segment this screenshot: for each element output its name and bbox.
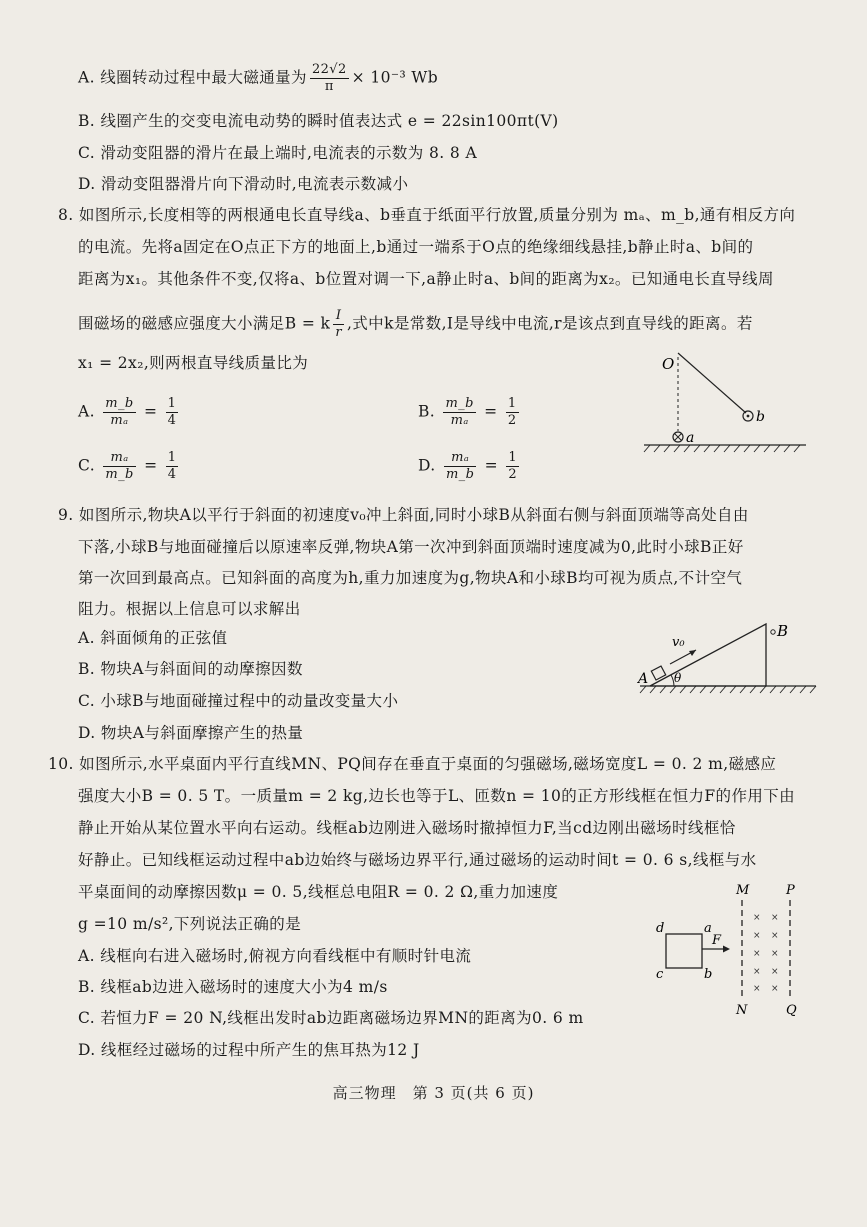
svg-text:×: × (753, 967, 761, 977)
q8-option-b: B. $\frac{m\_b}{\text{mₐ}}$ = $\frac{1}{2}$ (418, 396, 517, 428)
q7-option-a-fraction: $\frac{22√2}{\pi}$ (311, 62, 347, 94)
q9-option-c: C. 小球B与地面碰撞过程中的动量改变量大小 (78, 692, 399, 710)
svg-text:×: × (771, 949, 779, 959)
q10-label-a: a (704, 921, 712, 936)
q9-option-d: D. 物块A与斜面摩擦产生的热量 (78, 724, 304, 742)
q7-option-a: A. 线圈转动过程中最大磁通量为 $\frac{22√2}{\pi}$ × 10⁻³ Wb (78, 62, 439, 94)
q8-ground-hatch (644, 445, 800, 452)
q9-option-a: A. 斜面倾角的正弦值 (78, 629, 228, 647)
q10-stem-line-1: 10. 如图所示,水平桌面内平行直线MN、PQ间存在垂直于桌面的匀强磁场,磁场宽度L = 0. 2 m,磁感应 (48, 755, 777, 773)
q10-label-m: M (736, 883, 750, 898)
svg-text:×: × (771, 913, 779, 923)
q9-label-a: A (638, 671, 649, 687)
q8-stem-line-3: 距离为x₁。其他条件不变,仅将a、b位置对调一下,a静止时a、b间的距离为x₂。已知通电长直导线周 (78, 270, 774, 288)
q8-stem-line-5: x₁ = 2x₂,则两根直导线质量比为 (78, 354, 309, 372)
q7-option-d: D. 滑动变阻器滑片向下滑动时,电流表示数减小 (78, 175, 409, 193)
q10-stem-line-4: 好静止。已知线框运动过程中ab边始终与磁场边界平行,通过磁场的运动时间t = 0. 6 s,线框与水 (78, 851, 757, 869)
q9-label-theta: θ (674, 671, 682, 685)
q8-label-a: a (686, 430, 695, 446)
q8-label-b: b (756, 409, 765, 425)
q10-label-q: Q (786, 1003, 797, 1018)
q7-option-c: C. 滑动变阻器的滑片在最上端时,电流表的示数为 8. 8 A (78, 144, 478, 162)
q10-stem-line-3: 静止开始从某位置水平向右运动。线框ab边刚进入磁场时撤掉恒力F,当cd边刚出磁场时线框恰 (78, 819, 736, 837)
q9-stem-line-1: 9. 如图所示,物块A以平行于斜面的初速度v₀冲上斜面,同时小球B从斜面右侧与斜面顶端等高处自由 (58, 506, 749, 524)
svg-text:×: × (771, 931, 779, 941)
page-footer: 高三物理 第 3 页(共 6 页) (332, 1084, 535, 1102)
q10-option-a: A. 线框向右进入磁场时,俯视方向看线框中有顺时针电流 (78, 947, 472, 965)
q9-incline (650, 624, 766, 686)
svg-text:×: × (771, 967, 779, 977)
q10-field-crosses (753, 913, 779, 994)
q10-stem-line-6: g =10 m/s²,下列说法正确的是 (78, 915, 302, 933)
q10-option-d: D. 线框经过磁场的过程中所产生的焦耳热为12 J (78, 1041, 420, 1059)
q10-stem-line-2: 强度大小B = 0. 5 T。一质量m = 2 kg,边长也等于L、匝数n = 10的正方形线框在恒力F的作用下由 (78, 787, 796, 805)
q9-option-b: B. 物块A与斜面间的动摩擦因数 (78, 660, 303, 678)
q8-option-d: D. $\frac{\text{mₐ}}{m\_b}$ = $\frac{1}{2}$ (418, 450, 518, 482)
q9-stem-line-4: 阻力。根据以上信息可以求解出 (78, 600, 301, 618)
q10-label-f: F (712, 933, 722, 948)
q9-label-b: B (777, 622, 789, 640)
q10-stem-line-5: 平桌面间的动摩擦因数μ = 0. 5,线框总电阻R = 0. 2 Ω,重力加速度 (78, 883, 559, 901)
q10-option-c: C. 若恒力F = 20 N,线框出发时ab边距离磁场边界MN的距离为0. 6 m (78, 1009, 584, 1027)
q8-figure (640, 345, 810, 455)
q8-option-c: C. $\frac{\text{mₐ}}{m\_b}$ = $\frac{1}{4}$ (78, 450, 177, 482)
q10-figure (648, 878, 818, 1028)
q9-label-v0: v₀ (672, 635, 685, 650)
q8-formula-fraction: $\frac{I}{r}$ (335, 308, 342, 340)
q8-stem-line-1: 8. 如图所示,长度相等的两根通电长直导线a、b垂直于纸面平行放置,质量分别为 mₐ、m_b,通有相反方向 (58, 206, 796, 224)
q10-label-b: b (704, 967, 713, 982)
q8-option-a: A. $\frac{m\_b}{\text{mₐ}}$ = $\frac{1}{4}$ (78, 396, 177, 428)
q10-label-c: c (656, 967, 664, 982)
q10-coil-frame (666, 934, 702, 968)
q9-block-a (651, 666, 665, 680)
q8-stem-line-2: 的电流。先将a固定在O点正下方的地面上,b通过一端系于O点的绝缘细线悬挂,b静止时a、b间的 (78, 238, 754, 256)
q9-stem-line-3: 第一次回到最高点。已知斜面的高度为h,重力加速度为g,物块A和小球B均可视为质点,不计空气 (78, 569, 743, 587)
svg-text:×: × (753, 984, 761, 994)
svg-text:×: × (771, 984, 779, 994)
q9-figure (630, 618, 820, 698)
q10-label-n: N (736, 1003, 748, 1018)
q8-thread (678, 353, 746, 413)
q7-option-a-text: A. 线圈转动过程中最大磁通量为 (78, 68, 307, 87)
q10-label-d: d (656, 921, 665, 936)
q10-option-b: B. 线框ab边进入磁场时的速度大小为4 m/s (78, 978, 388, 996)
svg-text:×: × (753, 913, 761, 923)
q9-ball-b (771, 630, 775, 634)
q9-ground-hatch (640, 686, 816, 693)
q7-option-b: B. 线圈产生的交变电流电动势的瞬时值表达式 e = 22sin100πt(V) (78, 112, 559, 130)
svg-text:×: × (753, 931, 761, 941)
q8-stem-line-4: 围磁场的磁感应强度大小满足B = k $\frac{I}{r}$ ,式中k是常数,I是导线中电流,r是该点到直导线的距离。若 (78, 308, 753, 340)
q8-label-o: O (662, 355, 675, 373)
svg-text:×: × (753, 949, 761, 959)
q10-label-p: P (786, 883, 795, 898)
q9-stem-line-2: 下落,小球B与地面碰撞后以原速率反弹,物块A第一次冲到斜面顶端时速度减为0,此时小球B正好 (78, 538, 744, 556)
